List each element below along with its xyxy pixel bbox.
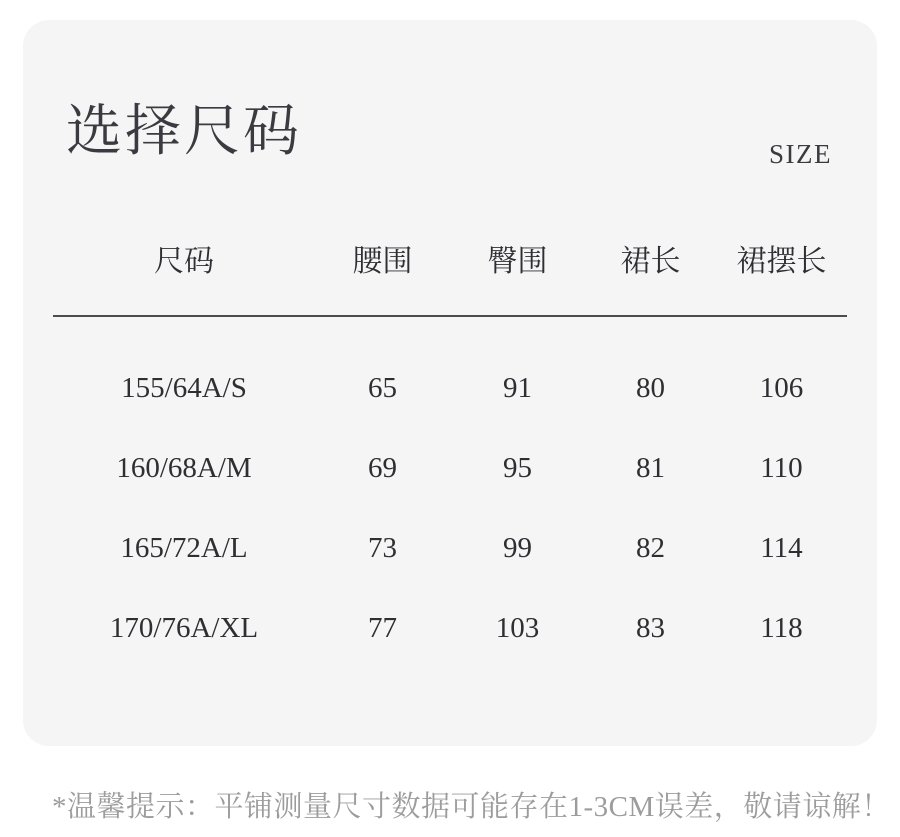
cell-length: 81 [635, 451, 665, 484]
cell-waist: 69 [368, 451, 397, 484]
table-row [53, 348, 847, 428]
cell-waist: 77 [368, 611, 397, 644]
size-table [53, 236, 847, 668]
cell-hem: 118 [760, 611, 803, 644]
size-subtitle: SIZE [769, 139, 832, 169]
cell-size: 165/72A/L [120, 531, 248, 564]
cell-hem: 106 [759, 371, 804, 404]
cell-waist: 73 [368, 531, 397, 564]
table-row [53, 428, 847, 508]
header-cell-size: 尺码 [154, 245, 214, 278]
cell-hip: 99 [502, 531, 532, 564]
page-title: 选择尺码 [66, 101, 302, 163]
table-row [53, 588, 847, 668]
cell-hem: 114 [760, 531, 803, 564]
cell-length: 82 [635, 531, 665, 564]
cell-length: 80 [635, 371, 665, 404]
cell-length: 83 [635, 611, 665, 644]
cell-hip: 103 [495, 611, 540, 644]
header-divider [53, 315, 847, 317]
header-cell-hem: 裙摆长 [736, 245, 827, 278]
cell-size: 155/64A/S [121, 371, 247, 404]
table-body [53, 348, 847, 668]
cell-size: 160/68A/M [116, 451, 252, 484]
table-header-row [53, 236, 847, 278]
cell-hem: 110 [760, 451, 803, 484]
header-cell-waist: 腰围 [352, 245, 413, 278]
cell-size: 170/76A/XL [109, 611, 259, 644]
cell-hip: 91 [502, 371, 532, 404]
cell-hip: 95 [502, 451, 532, 484]
header-cell-hip: 臀围 [487, 245, 548, 278]
header-cell-length: 裙长 [620, 245, 681, 278]
cell-waist: 65 [368, 371, 397, 404]
disclaimer-note: *温馨提示：平铺测量尺寸数据可能存在1-3CM误差，敬请谅解！ [52, 791, 891, 823]
size-chart-card [23, 20, 877, 746]
table-row [53, 508, 847, 588]
